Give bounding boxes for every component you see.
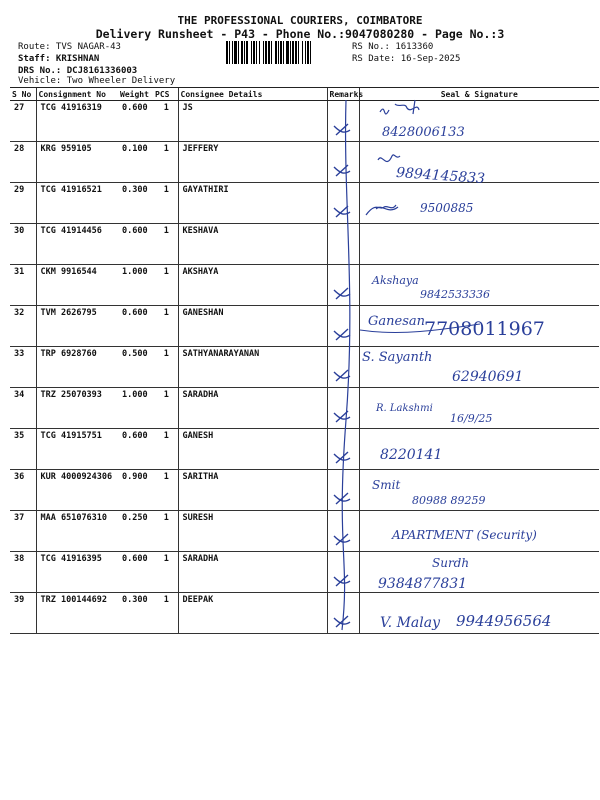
header-consignee: Consignee Details — [178, 88, 327, 101]
cell-consignment: TVM 2626795 — [36, 306, 118, 347]
cell-consignment: TCG 41914456 — [36, 224, 118, 265]
header-weight: Weight — [118, 88, 153, 101]
vehicle-label: Vehicle: Two Wheeler Delivery — [18, 76, 176, 86]
cell-consignee: AKSHAYA — [178, 265, 327, 306]
cell-weight: 0.600 — [118, 552, 153, 593]
remark-tick-mark — [334, 165, 350, 176]
cell-pcs: 1 — [153, 265, 178, 306]
cell-consignee: SURESH — [178, 511, 327, 552]
remark-tick-mark — [334, 452, 350, 463]
cell-sno: 32 — [10, 306, 36, 347]
header-remarks: Remarks — [327, 88, 359, 101]
cell-consignee: SARADHA — [178, 388, 327, 429]
cell-pcs: 1 — [153, 552, 178, 593]
cell-consignment: TRZ 25070393 — [36, 388, 118, 429]
cell-consignment: TCG 41915751 — [36, 429, 118, 470]
sig-28-scribble — [378, 155, 400, 162]
cell-sno: 30 — [10, 224, 36, 265]
hw-r27-phone: 8428006133 — [382, 125, 465, 140]
cell-sno: 34 — [10, 388, 36, 429]
remarks-stroke-line — [342, 100, 350, 630]
cell-consignment: KUR 4000924306 — [36, 470, 118, 511]
hw-r32-name: Ganesan — [368, 314, 425, 329]
cell-consignment: TRP 6928760 — [36, 347, 118, 388]
remark-tick-mark — [334, 534, 350, 545]
cell-pcs: 1 — [153, 347, 178, 388]
cell-weight: 1.000 — [118, 265, 153, 306]
cell-weight: 0.600 — [118, 224, 153, 265]
cell-consignee: SARADHA — [178, 552, 327, 593]
hw-r34-name: R. Lakshmi — [376, 403, 433, 414]
cell-consignment: MAA 651076310 — [36, 511, 118, 552]
remark-tick-mark — [334, 575, 350, 586]
company-title: THE PROFESSIONAL COURIERS, COIMBATORE — [177, 14, 423, 27]
hw-r39-name: V. Malay — [380, 615, 440, 631]
cell-consignee: GAYATHIRI — [178, 183, 327, 224]
hw-r28-phone: 9894145833 — [395, 164, 486, 188]
cell-consignee: JS — [178, 101, 327, 142]
cell-consignment: KRG 959105 — [36, 142, 118, 183]
hw-r33-phone: 62940691 — [452, 369, 524, 385]
cell-weight: 0.600 — [118, 306, 153, 347]
sig-27-scribble — [380, 100, 419, 114]
cell-consignment: TCG 41916395 — [36, 552, 118, 593]
header-seal-signature: Seal & Signature — [359, 88, 599, 101]
cell-sno: 29 — [10, 183, 36, 224]
cell-pcs: 1 — [153, 388, 178, 429]
staff-label: Staff: KRISHNAN — [18, 54, 100, 64]
cell-pcs: 1 — [153, 593, 178, 634]
hw-r38-phone: 9384877831 — [378, 576, 468, 592]
cell-pcs: 1 — [153, 183, 178, 224]
cell-sno: 37 — [10, 511, 36, 552]
cell-consignee: GANESH — [178, 429, 327, 470]
cell-sno: 33 — [10, 347, 36, 388]
header-sno: S No — [10, 88, 36, 101]
header-pcs: PCS — [153, 88, 178, 101]
header-consignment: Consignment No — [36, 88, 118, 101]
cell-sno: 28 — [10, 142, 36, 183]
cell-consignment: TCG 41916319 — [36, 101, 118, 142]
cell-pcs: 1 — [153, 306, 178, 347]
cell-consignee: SARITHA — [178, 470, 327, 511]
sig-29-scribble — [366, 205, 398, 215]
hw-r31-name: Akshaya — [372, 274, 419, 287]
hw-r38-name: Surdh — [432, 556, 470, 570]
cell-weight: 0.250 — [118, 511, 153, 552]
cell-consignee: SATHYANARAYANAN — [178, 347, 327, 388]
cell-weight: 0.600 — [118, 101, 153, 142]
hw-r34-date: 16/9/25 — [450, 412, 493, 425]
cell-weight: 0.900 — [118, 470, 153, 511]
hw-r29-phone: 9500885 — [420, 201, 474, 215]
hw-r32-phone: 7708011967 — [424, 318, 545, 340]
cell-weight: 1.000 — [118, 388, 153, 429]
cell-consignment: TCG 41916521 — [36, 183, 118, 224]
hw-r33-name: S. Sayanth — [362, 350, 433, 365]
hw-r36-name: Smit — [372, 478, 401, 492]
cell-sno: 36 — [10, 470, 36, 511]
cell-weight: 0.500 — [118, 347, 153, 388]
hw-r35-phone: 8220141 — [380, 447, 443, 463]
cell-sno: 35 — [10, 429, 36, 470]
cell-consignee: GANESHAN — [178, 306, 327, 347]
cell-pcs: 1 — [153, 224, 178, 265]
hw-r37-note: APARTMENT (Security) — [392, 528, 537, 542]
cell-pcs: 1 — [153, 511, 178, 552]
cell-consignee: KESHAVA — [178, 224, 327, 265]
cell-consignment: CKM 9916544 — [36, 265, 118, 306]
cell-consignee: DEEPAK — [178, 593, 327, 634]
rs-date: RS Date: 16-Sep-2025 — [352, 54, 461, 64]
cell-consignment: TRZ 100144692 — [36, 593, 118, 634]
cell-pcs: 1 — [153, 470, 178, 511]
cell-weight: 0.100 — [118, 142, 153, 183]
cell-pcs: 1 — [153, 101, 178, 142]
route-label: Route: TVS NAGAR-43 — [18, 42, 121, 52]
cell-sno: 39 — [10, 593, 36, 634]
cell-consignee: JEFFERY — [178, 142, 327, 183]
drs-number: DRS No.: DCJ8161336003 — [18, 66, 138, 76]
cell-weight: 0.300 — [118, 183, 153, 224]
cell-pcs: 1 — [153, 142, 178, 183]
runsheet-subtitle: Delivery Runsheet - P43 - Phone No.:9047080280 - Page No.:3 — [95, 27, 505, 41]
cell-sno: 38 — [10, 552, 36, 593]
cell-sno: 31 — [10, 265, 36, 306]
remark-tick-mark — [334, 370, 350, 381]
remark-tick-mark — [334, 124, 350, 135]
hw-r39-phone: 9944956564 — [456, 612, 552, 630]
remark-tick-mark — [334, 411, 350, 422]
rs-number: RS No.: 1613360 — [352, 42, 434, 52]
cell-sno: 27 — [10, 101, 36, 142]
cell-weight: 0.300 — [118, 593, 153, 634]
remark-tick-mark — [334, 288, 350, 299]
cell-weight: 0.600 — [118, 429, 153, 470]
remark-tick-mark — [334, 329, 350, 340]
hw-r31-phone: 9842533336 — [420, 288, 490, 301]
hw-r36-num: 80988 89259 — [412, 494, 486, 507]
cell-pcs: 1 — [153, 429, 178, 470]
